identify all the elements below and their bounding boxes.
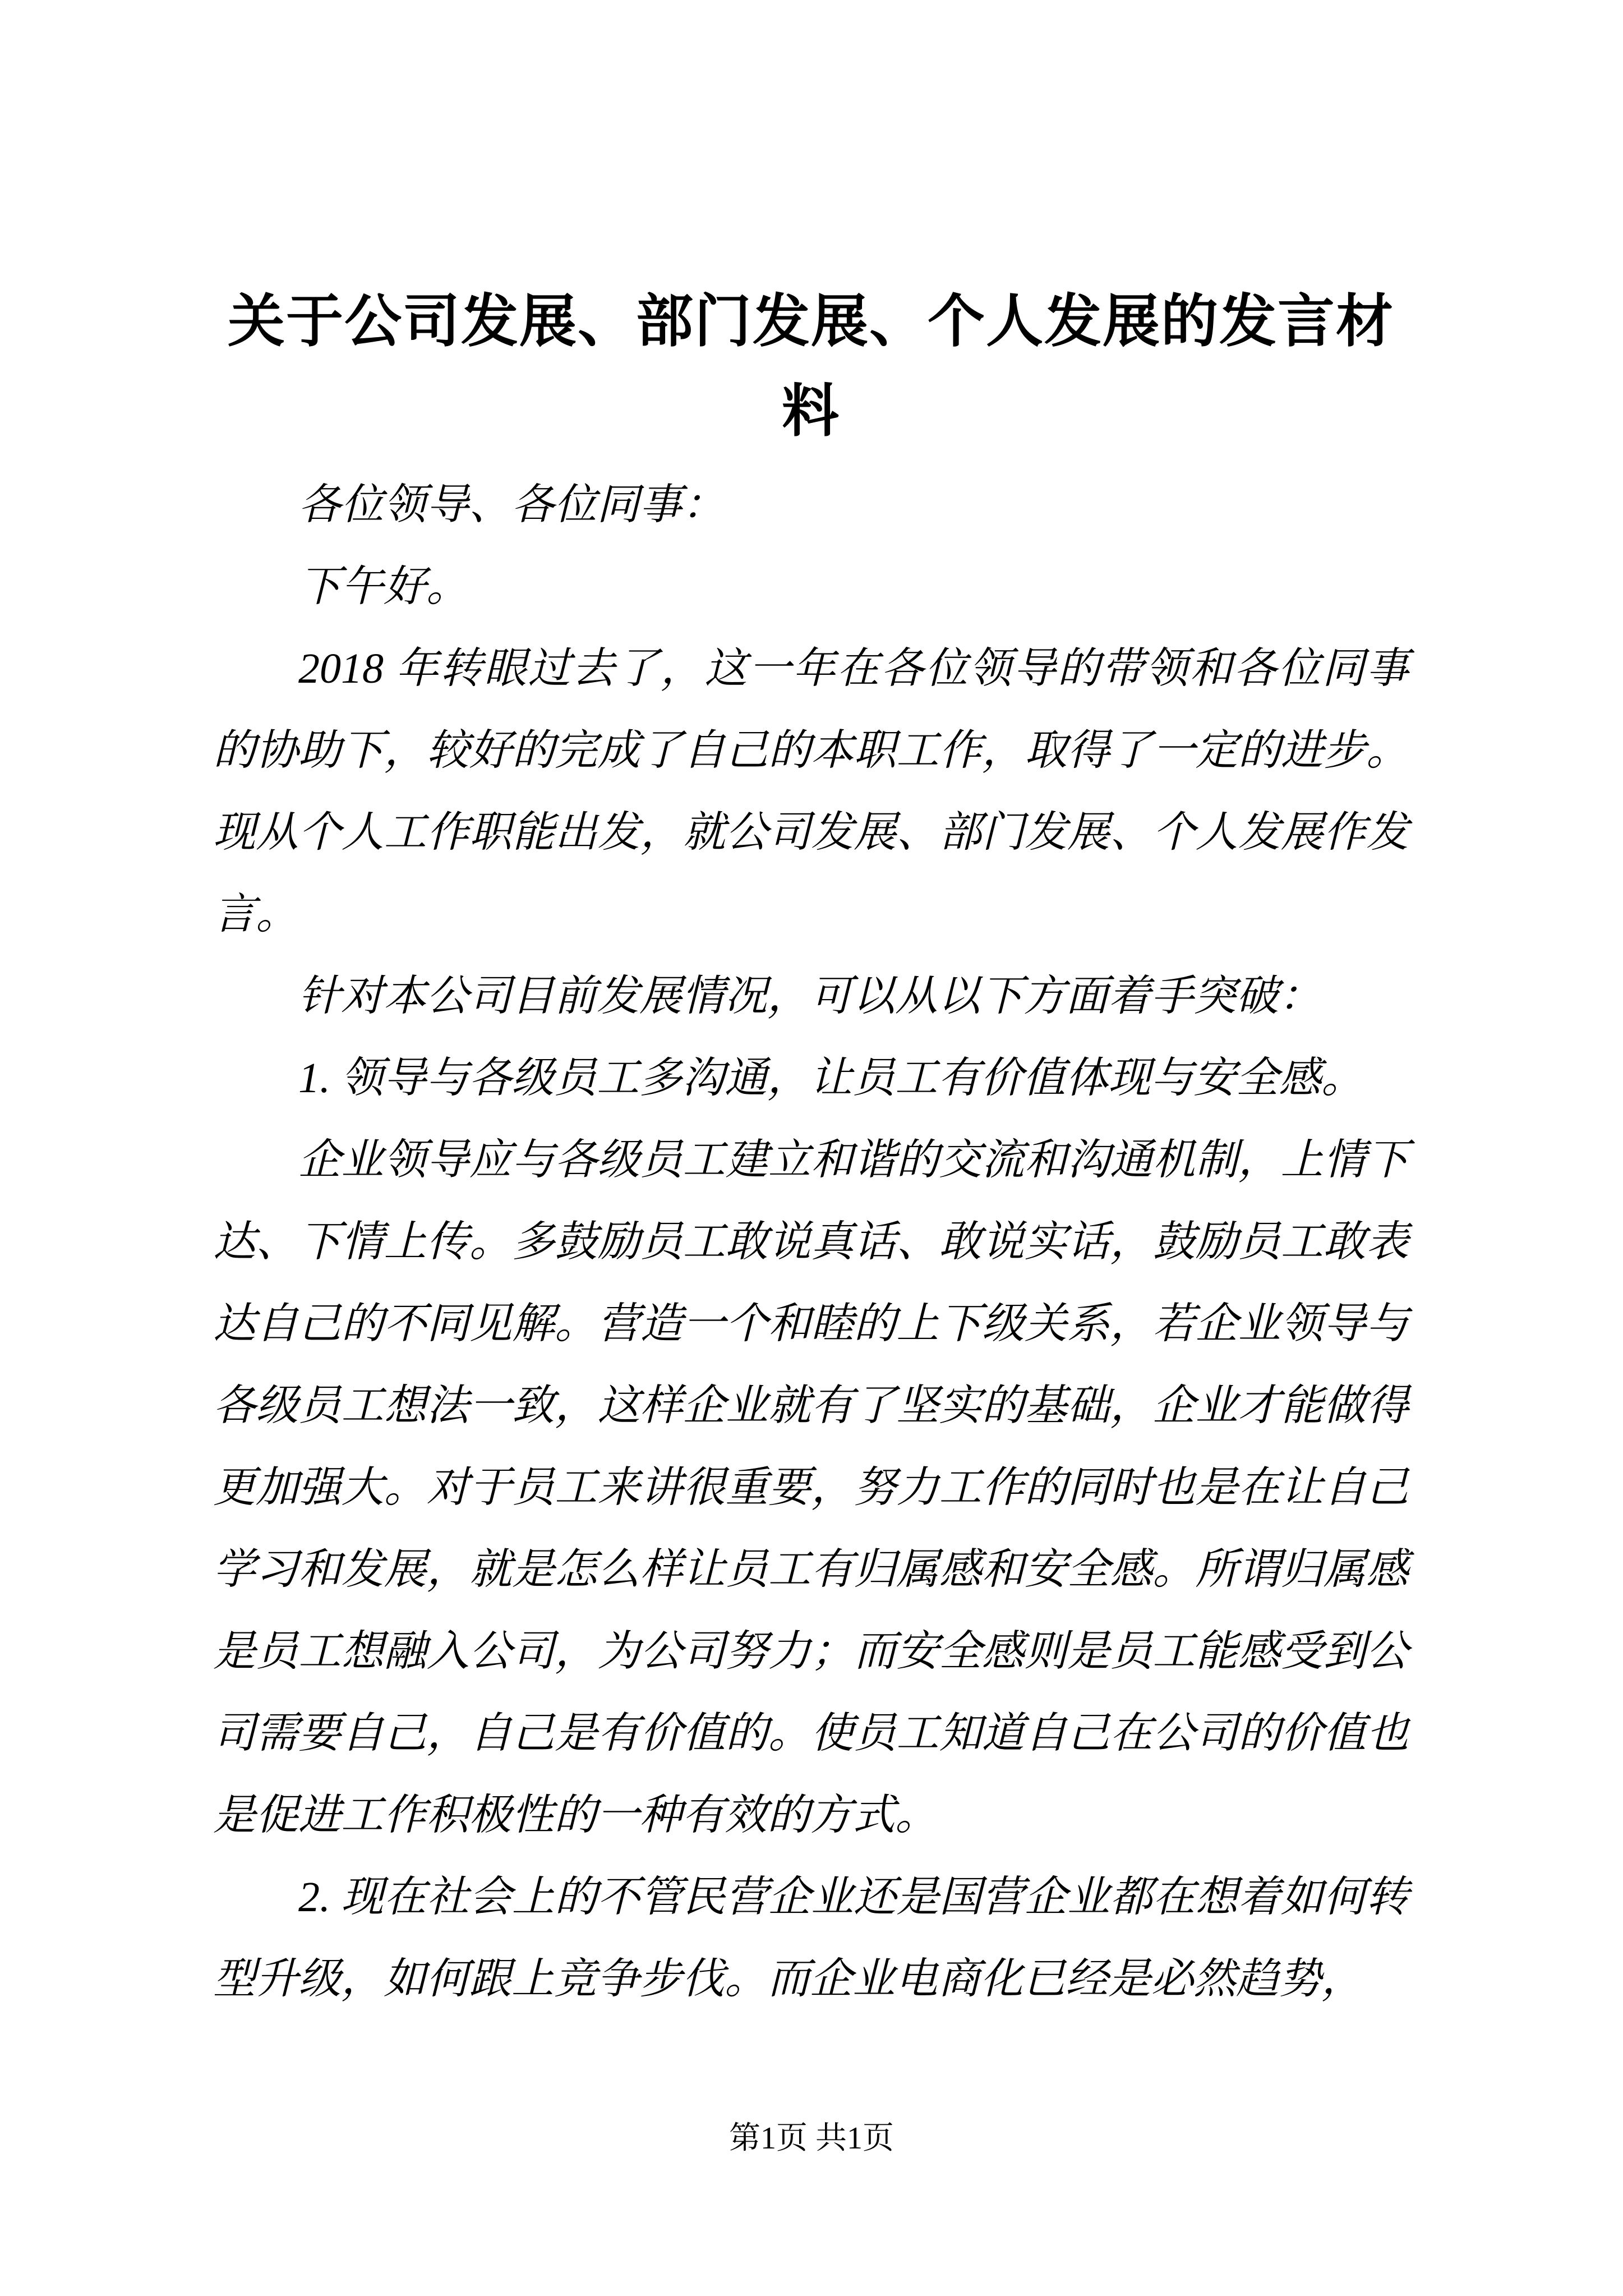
paragraph-point-2: 2. 现在社会上的不管民营企业还是国营企业都在想着如何转型升级，如何跟上竞争步伐。而企业电商化已经是必然趋势， — [213, 1874, 1409, 2003]
paragraph-salutation: 各位领导、各位同事： — [298, 481, 725, 528]
paragraph-point-1-body: 企业领导应与各级员工建立和谐的交流和沟通机制，上情下达、下情上传。多鼓励员工敢说真话、敢说实话，鼓励员工敢表达自己的不同见解。营造一个和睦的上下级关系，若企业领导与各级员工想法一致，这样企业就有了坚实的基础，企业才能做得更加强大。对于员工来讲很重要，努力工作的同时也是在让自己学习和发展，就是怎么样让员工有归属感和安全感。所谓归属感是员工想融入公司，为公司努力；而安全感则是员工能感受到公司需要自己，自己是有价值的。使员工知道自己在公司的价值也是促进工作积极性的一种有效的方式。 — [213, 1137, 1409, 1839]
paragraph-point-1-heading: 1. 领导与各级员工多沟通，让员工有价值体现与安全感。 — [298, 1055, 1364, 1102]
document-body — [213, 278, 1409, 2020]
paragraph-lead-in: 针对本公司目前发展情况，可以从以下方面着手突破： — [298, 973, 1321, 1020]
document-title: 关于公司发展、部门发展、个人发展的发言材料 — [228, 291, 1394, 444]
paragraph-greeting: 下午好。 — [298, 563, 469, 610]
page-number-footer: 第1页 共1页 — [729, 2121, 894, 2156]
paragraph-intro: 2018 年转眼过去了，这一年在各位领导的带领和各位同事的协助下，较好的完成了自己的本职工作，取得了一定的进步。现从个人工作职能出发，就公司发展、部门发展、个人发展作发言。 — [213, 645, 1409, 938]
